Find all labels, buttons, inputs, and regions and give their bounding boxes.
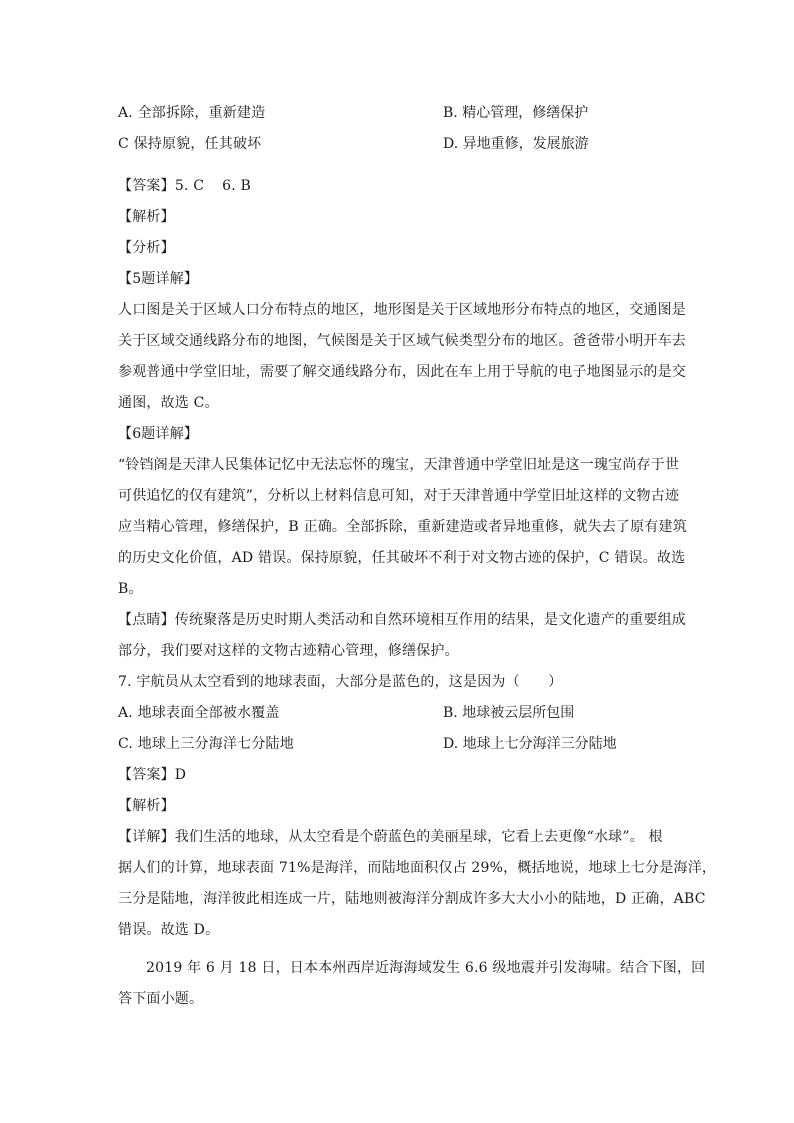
intro-line: 答下面小题。 bbox=[118, 991, 204, 1007]
option-b: B. 精心管理，修缮保护 bbox=[443, 105, 589, 121]
q5-detail-label: 【5题详解】 bbox=[118, 271, 199, 287]
dianjing-line: 部分，我们要对这样的文物古迹精心管理，修缮保护。 bbox=[118, 643, 459, 659]
dianjing-line: 【点睛】传统聚落是历史时期人类活动和自然环境相互作用的结果，是文化遗产的重要组成 bbox=[118, 612, 686, 628]
option-c: C 保持原貌，任其破坏 bbox=[118, 136, 262, 152]
q7-option-b: B. 地球被云层所包围 bbox=[443, 705, 575, 721]
q7-option-d: D. 地球上七分海洋三分陆地 bbox=[443, 736, 617, 752]
fenxi-label: 【分析】 bbox=[118, 240, 175, 256]
q7-detail-line: 【详解】我们生活的地球，从太空看是个蔚蓝色的美丽星球，它看上去更像“水球”。 根 bbox=[118, 829, 663, 845]
q7-detail-line: 三分是陆地，海洋彼此相连成一片，陆地则被海洋分割成许多大大小小的陆地，D 正确，ABC bbox=[118, 891, 706, 907]
q7-option-a: A. 地球表面全部被水覆盖 bbox=[118, 705, 280, 721]
q7-analysis-label: 【解析】 bbox=[118, 798, 175, 814]
intro-line: 2019 年 6 月 18 日，日本本州西岸近海海域发生 6.6 级地震并引发海啸。结合下图，回 bbox=[146, 960, 706, 976]
option-d: D. 异地重修，发展旅游 bbox=[443, 136, 589, 152]
q6-detail-line: B。 bbox=[118, 581, 143, 597]
analysis-label: 【解析】 bbox=[118, 209, 175, 225]
q7-answer: 【答案】D bbox=[118, 767, 187, 783]
q6-detail-line: 可供追忆的仅有建筑”，分析以上材料信息可知，对于天津普通中学堂旧址这样的文物古迹 bbox=[118, 488, 680, 504]
q7-detail-line: 错误。故选 D。 bbox=[118, 922, 220, 938]
answer-q5: 5. C bbox=[174, 178, 205, 194]
q5-detail-line: 关于区域交通线路分布的地图，气候图是关于区域气候类型分布的地区。爸爸带小明开车去 bbox=[118, 333, 686, 349]
q5-detail-line: 通图，故选 C。 bbox=[118, 395, 219, 411]
q6-detail-line: 的历史文化价值，AD 错误。保持原貌，任其破坏不利于对文物古迹的保护，C 错误。故选 bbox=[118, 550, 686, 566]
answer-line bbox=[118, 176, 251, 196]
q6-detail-line: “铃铛阁是天津人民集体记忆中无法忘怀的瑰宝，天津普通中学堂旧址是这一瑰宝尚存于世 bbox=[118, 457, 680, 473]
q7-stem: 7. 宇航员从太空看到的地球表面，大部分是蓝色的，这是因为（ ） bbox=[118, 674, 563, 690]
answer-q6: 6. B bbox=[222, 178, 252, 194]
answer-label: 【答案】 bbox=[118, 178, 175, 194]
q6-detail-line: 应当精心管理，修缮保护，B 正确。全部拆除，重新建造或者异地重修，就失去了原有建筑 bbox=[118, 519, 687, 535]
q6-detail-label: 【6题详解】 bbox=[118, 426, 199, 442]
q5-detail-line: 参观普通中学堂旧址，需要了解交通线路分布，因此在车上用于导航的电子地图显示的是交 bbox=[118, 364, 686, 380]
q7-detail-line: 据人们的计算，地球表面 71%是海洋，而陆地面积仅占 29%，概括地说，地球上七分是海洋， bbox=[118, 860, 717, 876]
option-a: A. 全部拆除，重新建造 bbox=[118, 105, 266, 121]
q5-detail-line: 人口图是关于区域人口分布特点的地区，地形图是关于区域地形分布特点的地区，交通图是 bbox=[118, 302, 686, 318]
q7-option-c: C. 地球上三分海洋七分陆地 bbox=[118, 736, 294, 752]
